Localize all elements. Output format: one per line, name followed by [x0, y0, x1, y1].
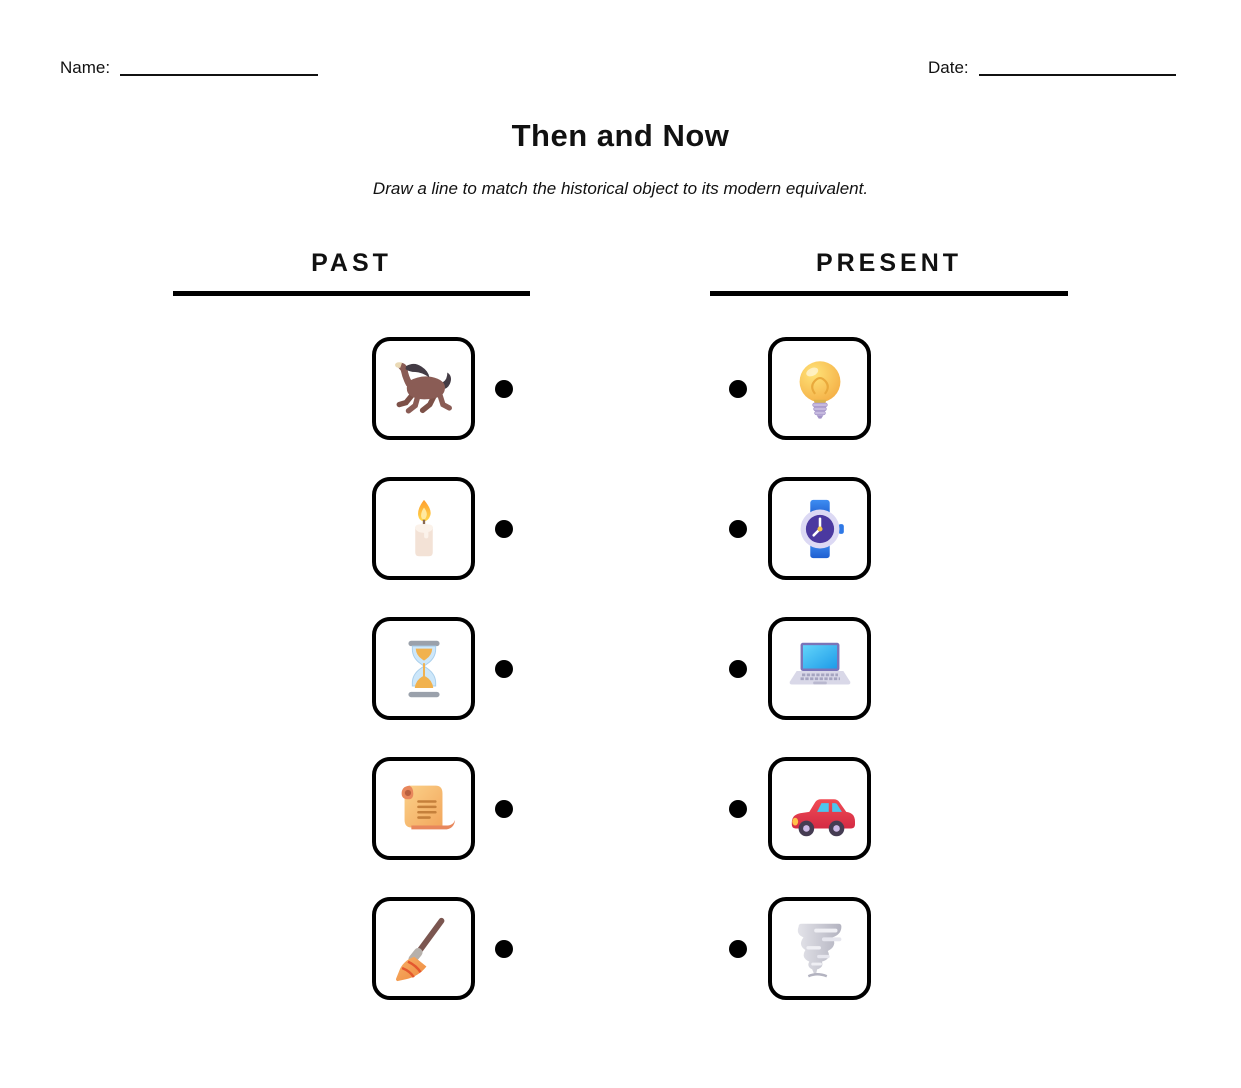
past-item-box-candle[interactable] [372, 477, 475, 580]
past-connector-dot-scroll[interactable] [495, 800, 513, 818]
past-item-box-hourglass[interactable] [372, 617, 475, 720]
past-connector-dot-candle[interactable] [495, 520, 513, 538]
past-connector-dot-hourglass[interactable] [495, 660, 513, 678]
past-row-hourglass [372, 617, 513, 720]
present-row-light-bulb [729, 337, 871, 440]
date-field [928, 58, 1176, 78]
present-connector-dot-light-bulb[interactable] [729, 380, 747, 398]
past-item-box-broom[interactable] [372, 897, 475, 1000]
broom-icon [389, 914, 459, 984]
present-connector-dot-car[interactable] [729, 800, 747, 818]
present-row-watch [729, 477, 871, 580]
present-connector-dot-tornado[interactable] [729, 940, 747, 958]
past-item-box-scroll[interactable] [372, 757, 475, 860]
date-label: Date: [928, 58, 969, 77]
present-row-laptop [729, 617, 871, 720]
past-column-header: PAST [173, 249, 530, 296]
present-row-tornado [729, 897, 871, 1000]
candle-icon [389, 494, 459, 564]
present-item-box-tornado[interactable] [768, 897, 871, 1000]
past-row-candle [372, 477, 513, 580]
present-row-car [729, 757, 871, 860]
name-label: Name: [60, 58, 111, 77]
present-column [729, 337, 871, 1000]
name-write-line[interactable] [120, 60, 318, 76]
past-row-broom [372, 897, 513, 1000]
present-item-box-laptop[interactable] [768, 617, 871, 720]
past-row-horse [372, 337, 513, 440]
present-item-box-watch[interactable] [768, 477, 871, 580]
tornado-icon [785, 914, 855, 984]
car-icon [785, 774, 855, 844]
instructions-text: Draw a line to match the historical object to its modern equivalent. [372, 179, 869, 198]
scroll-icon [389, 774, 459, 844]
present-connector-dot-watch[interactable] [729, 520, 747, 538]
page-title: Then and Now [511, 118, 730, 153]
past-row-scroll [372, 757, 513, 860]
date-write-line[interactable] [979, 60, 1176, 76]
past-item-box-horse[interactable] [372, 337, 475, 440]
horse-icon [389, 354, 459, 424]
present-item-box-light-bulb[interactable] [768, 337, 871, 440]
past-connector-dot-broom[interactable] [495, 940, 513, 958]
light-bulb-icon [785, 354, 855, 424]
hourglass-icon [389, 634, 459, 704]
past-column [372, 337, 513, 1000]
present-item-box-car[interactable] [768, 757, 871, 860]
present-connector-dot-laptop[interactable] [729, 660, 747, 678]
watch-icon [785, 494, 855, 564]
laptop-icon [785, 634, 855, 704]
past-connector-dot-horse[interactable] [495, 380, 513, 398]
present-column-header: PRESENT [710, 249, 1068, 296]
name-field [60, 58, 318, 78]
